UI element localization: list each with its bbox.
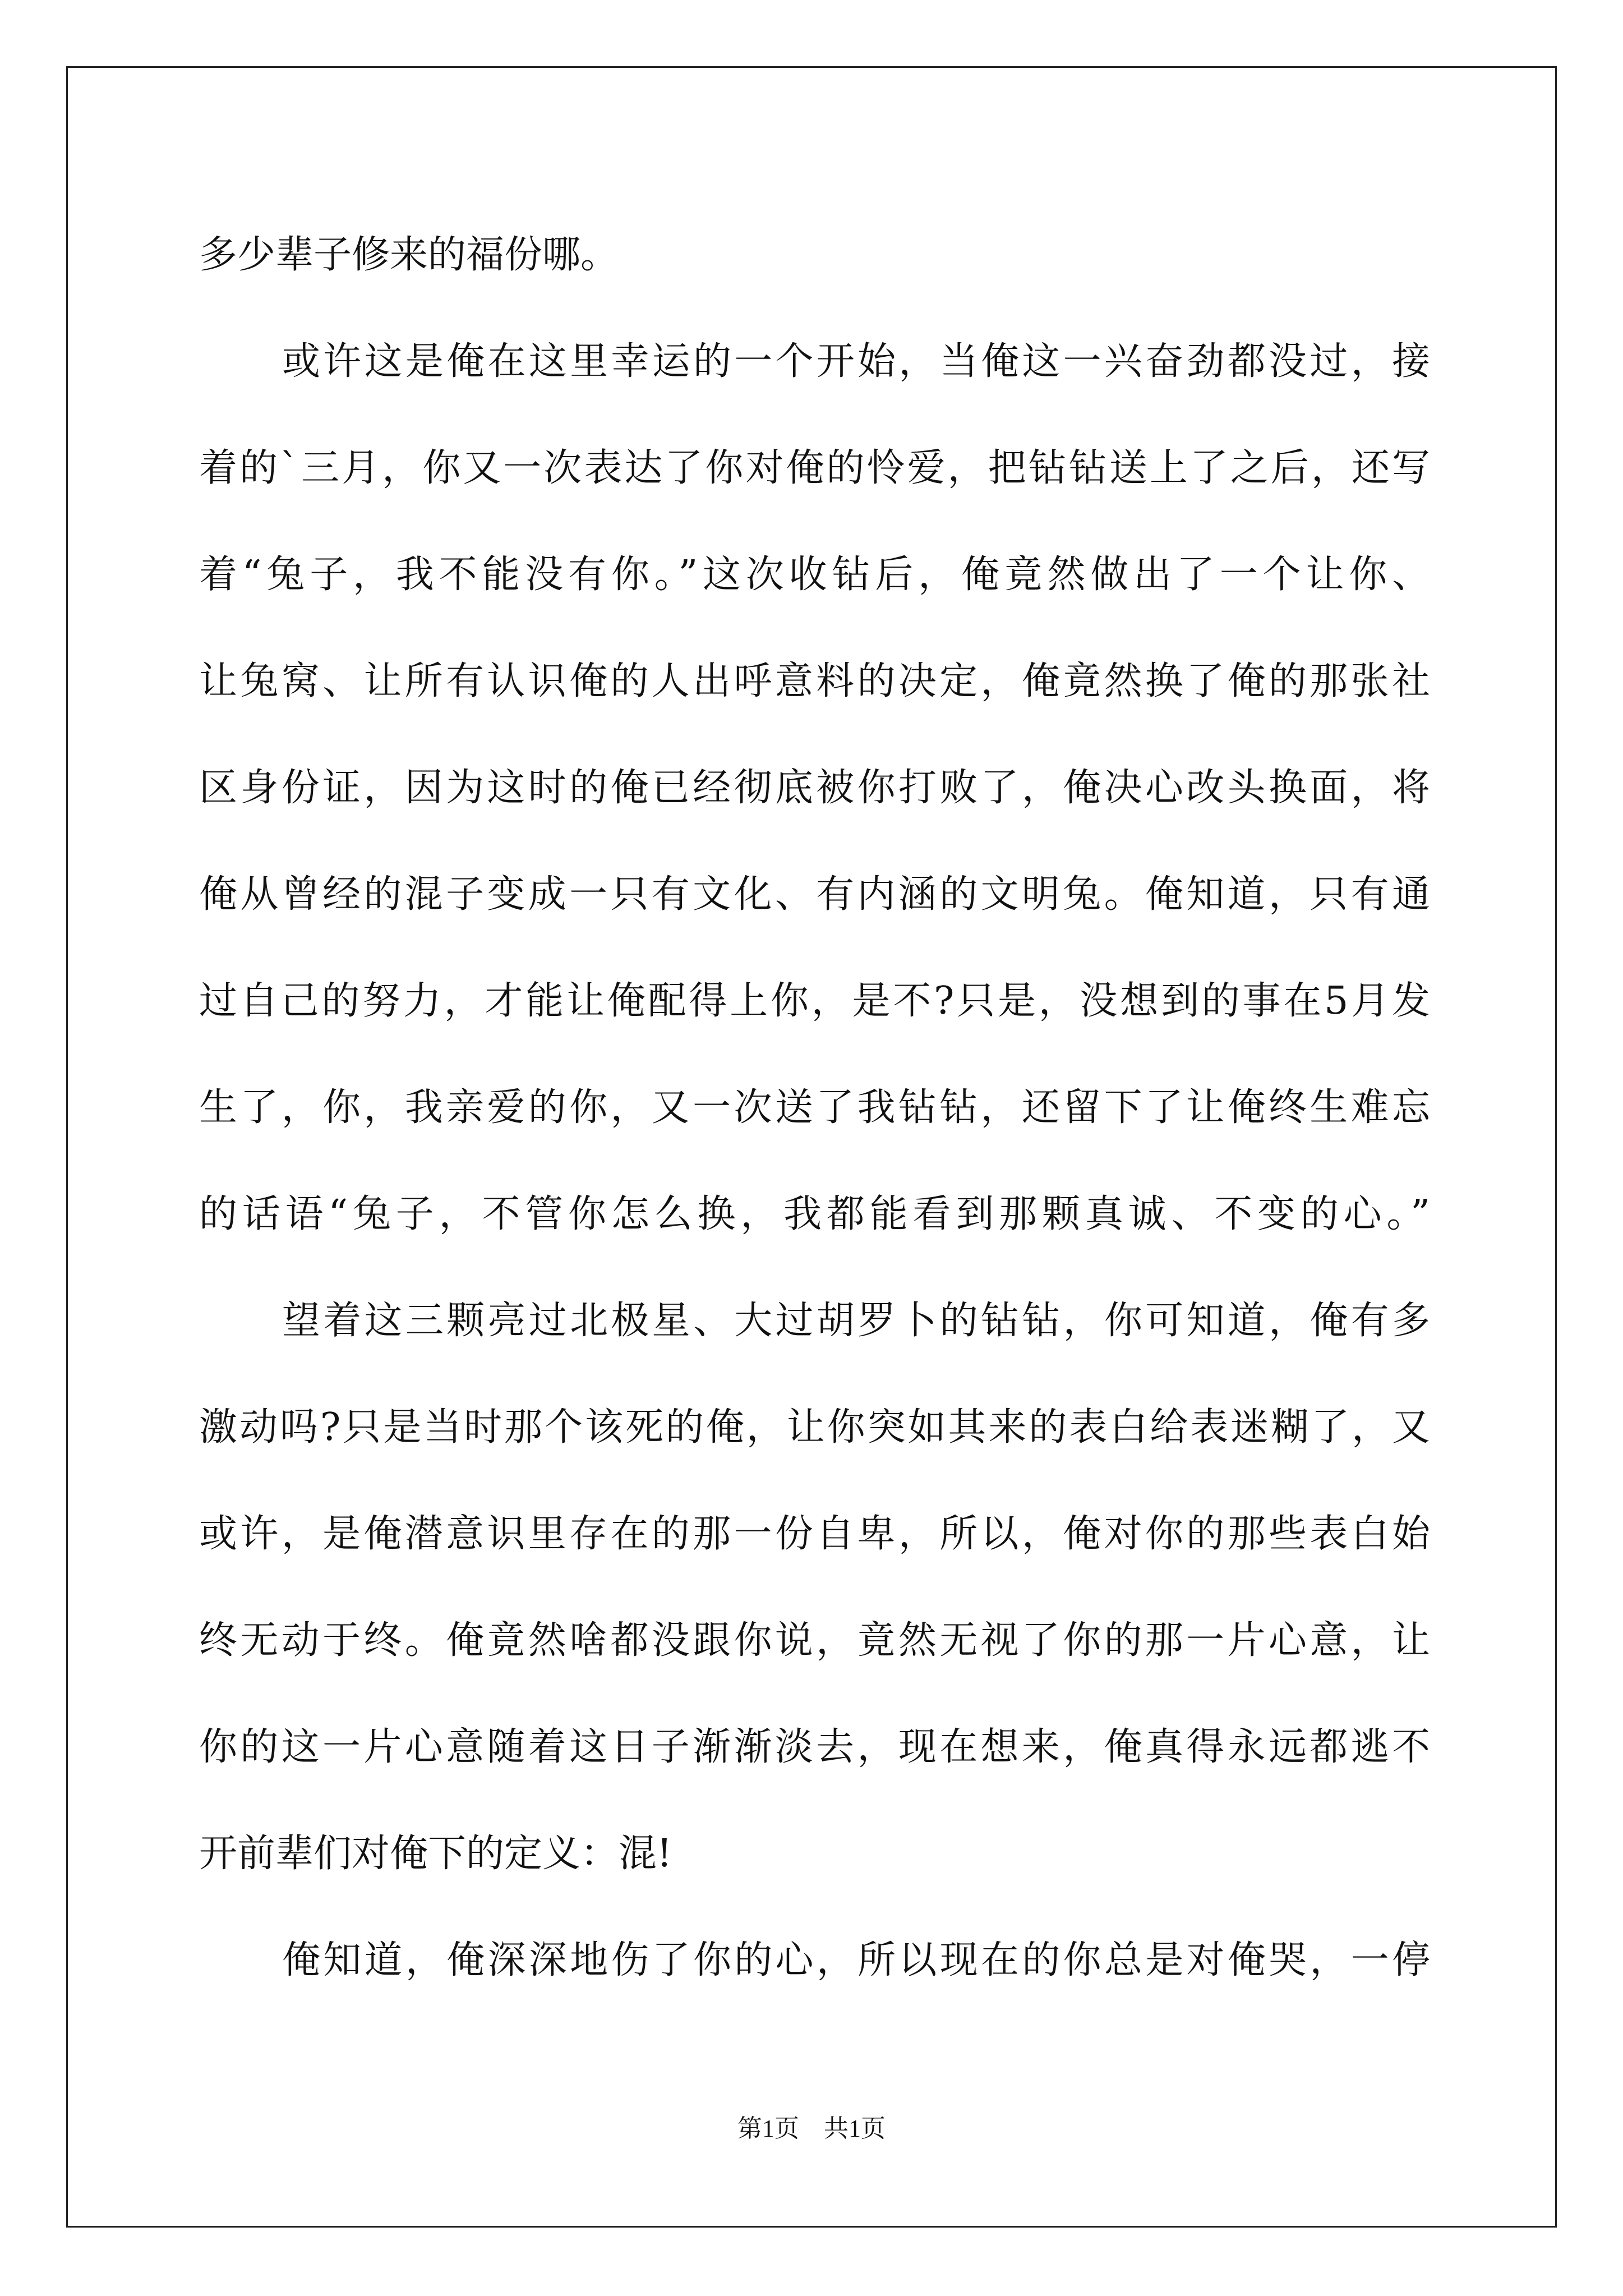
text-line: 让兔窝、让所有认识俺的人出呼意料的决定，俺竟然换了俺的那张社	[199, 659, 1430, 703]
text-line: 激动吗?只是当时那个该死的俺，让你突如其来的表白给表迷糊了，又	[199, 1405, 1430, 1450]
text-line: 俺知道，俺深深地伤了你的心，所以现在的你总是对俺哭，一停	[282, 1938, 1430, 1982]
text-line: 过自己的努力，才能让俺配得上你，是不?只是，没想到的事在5月发	[199, 979, 1430, 1023]
text-line: 望着这三颗亮过北极星、大过胡罗卜的钻钻，你可知道，俺有多	[282, 1299, 1430, 1343]
text-line: 或许这是俺在这里幸运的一个开始，当俺这一兴奋劲都没过，接	[282, 339, 1430, 384]
text-line: 着的`三月，你又一次表达了你对俺的怜爱，把钻钻送上了之后，还写	[199, 446, 1430, 490]
text-line: 生了，你，我亲爱的你，又一次送了我钻钻，还留下了让俺终生难忘	[199, 1085, 1430, 1130]
document-body	[199, 202, 1430, 2014]
text-line: 着“兔子，我不能没有你。”这次收钻后，俺竟然做出了一个让你、	[199, 553, 1430, 597]
text-line: 俺从曾经的混子变成一只有文化、有内涵的文明兔。俺知道，只有通	[199, 872, 1430, 917]
text-line: 多少辈子修来的福份哪。	[199, 233, 619, 277]
text-line: 你的这一片心意随着这日子渐渐淡去，现在想来，俺真得永远都逃不	[199, 1725, 1430, 1769]
text-line: 区身份证，因为这时的俺已经彻底被你打败了，俺决心改头换面，将	[199, 766, 1430, 810]
page-footer: 第1页 共1页	[737, 2115, 886, 2142]
text-line: 开前辈们对俺下的定义：混!	[199, 1832, 672, 1876]
text-line: 或许，是俺潜意识里存在的那一份自卑，所以，俺对你的那些表白始	[199, 1512, 1430, 1556]
text-line: 终无动于终。俺竟然啥都没跟你说，竟然无视了你的那一片心意，让	[199, 1618, 1430, 1663]
text-line: 的话语“兔子，不管你怎么换，我都能看到那颗真诚、不变的心。”	[199, 1192, 1430, 1236]
